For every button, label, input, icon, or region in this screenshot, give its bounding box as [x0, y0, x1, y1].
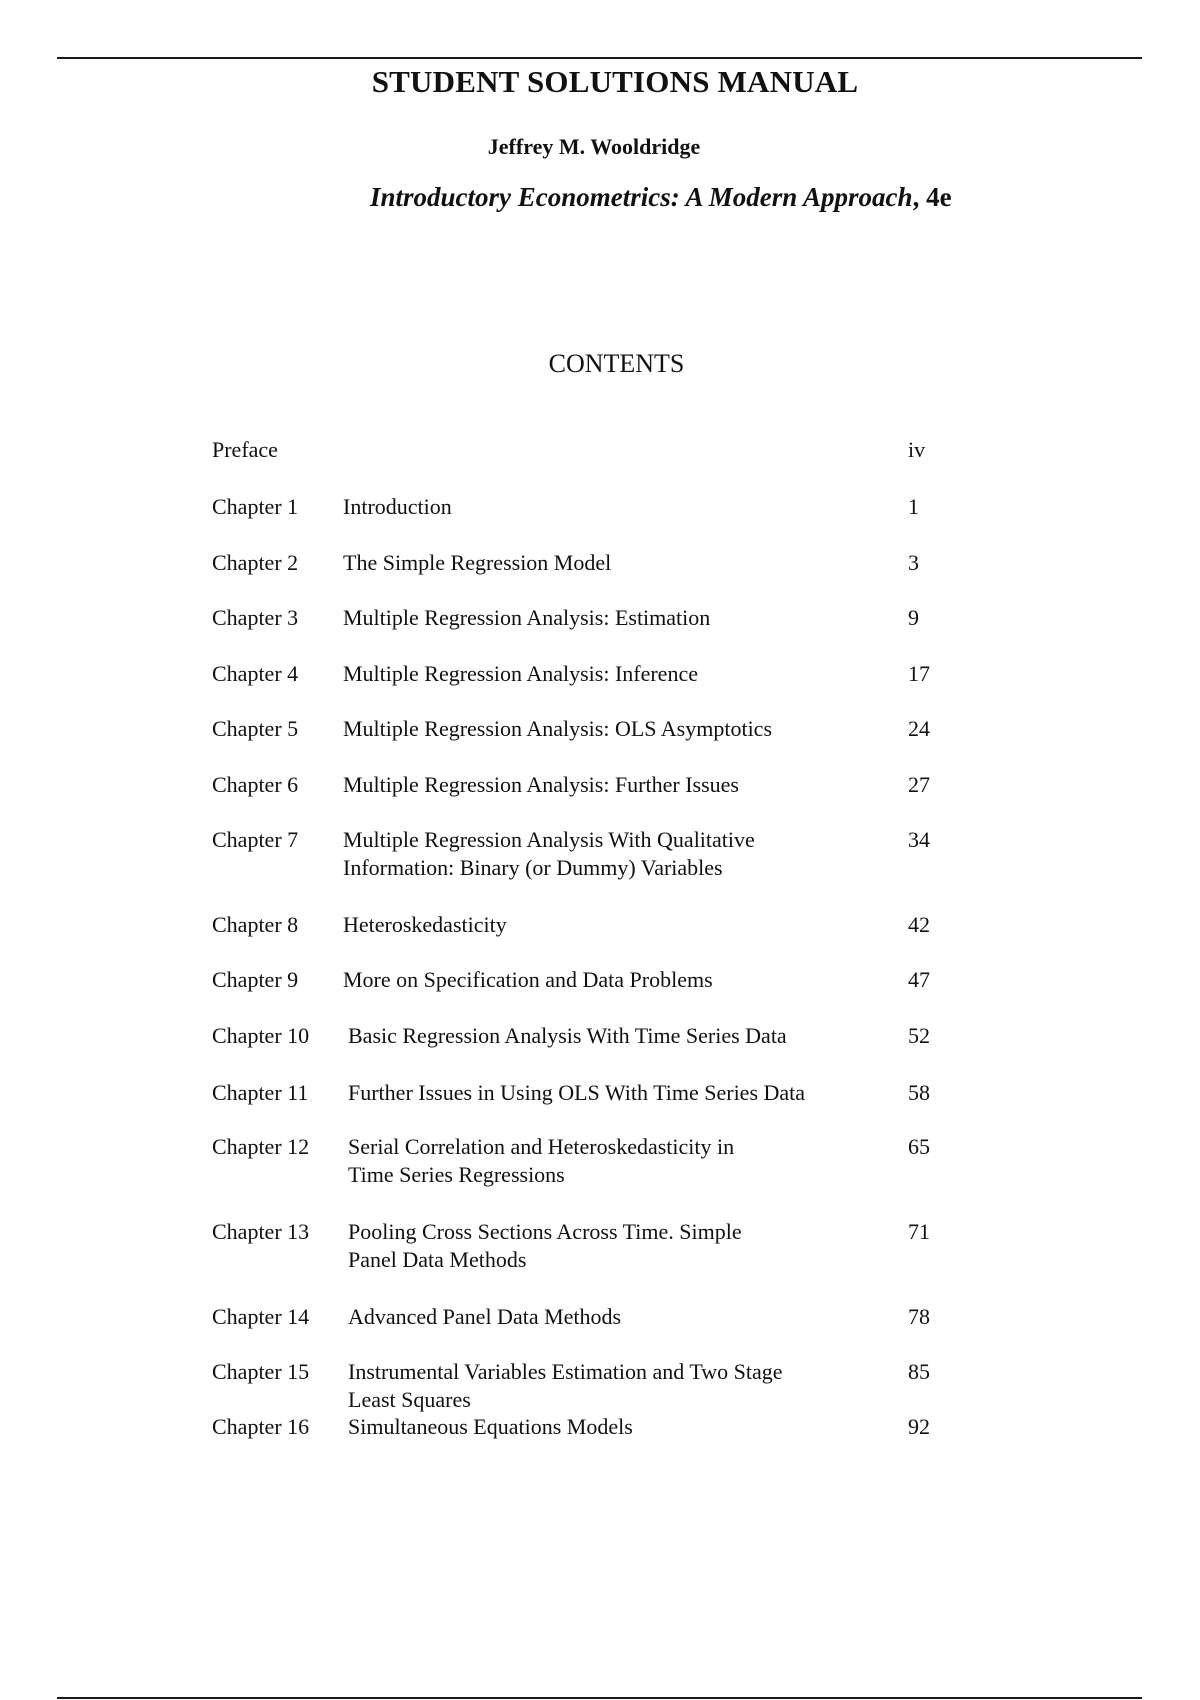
toc-entry-label: Chapter 5 [212, 716, 299, 741]
toc-entry-title: Heteroskedasticity [343, 912, 507, 937]
toc-entry-title: Multiple Regression Analysis With Qualitative Information: Binary (or Dummy) Variables [343, 827, 755, 880]
toc-entry-label: Chapter 2 [212, 550, 299, 575]
toc-entry-label: Chapter 4 [212, 661, 299, 686]
toc-entry-title: Multiple Regression Analysis: OLS Asymptotics [343, 716, 773, 741]
toc-entry-title: Basic Regression Analysis With Time Series Data [348, 1023, 787, 1048]
toc-entry-page: 92 [908, 1414, 930, 1439]
toc-entry-title: Serial Correlation and Heteroskedasticity in Time Series Regressions [348, 1134, 735, 1187]
toc-entry-page: 17 [908, 661, 930, 686]
toc-entry-page: 42 [908, 912, 930, 937]
toc-entry-page: 85 [908, 1359, 930, 1384]
toc-entry-label: Chapter 11 [212, 1080, 309, 1105]
toc-entry-title: Multiple Regression Analysis: Estimation [343, 605, 711, 630]
toc-entry-page: 3 [908, 550, 919, 575]
toc-entry-page: 78 [908, 1304, 930, 1329]
toc-entry-label: Chapter 8 [212, 912, 299, 937]
toc-entry-title: Advanced Panel Data Methods [348, 1304, 622, 1329]
toc-entry-page: 24 [908, 716, 930, 741]
contents-heading: CONTENTS [548, 349, 685, 378]
book-title: Introductory Econometrics: A Modern Approach [370, 182, 913, 212]
toc-entry-title: Simultaneous Equations Models [348, 1414, 633, 1439]
toc-entry-title: Multiple Regression Analysis: Further Issues [343, 772, 739, 797]
toc-entry-page: 47 [908, 967, 930, 992]
toc-entry-title: Introduction [343, 494, 452, 519]
toc-entry-title: More on Specification and Data Problems [343, 967, 713, 992]
toc-entry-label: Chapter 3 [212, 605, 299, 630]
book-edition: , 4e [912, 182, 952, 212]
toc-entry-page: 27 [908, 772, 930, 797]
toc-entry-page: 1 [908, 494, 919, 519]
toc-entry-label: Chapter 13 [212, 1219, 310, 1244]
toc-entry-title: Instrumental Variables Estimation and Two Stage Least Squares [348, 1359, 783, 1412]
toc-entry-page: 58 [908, 1080, 930, 1105]
toc-entry-label: Chapter 1 [212, 494, 299, 519]
toc-entry-label: Chapter 9 [212, 967, 299, 992]
toc-entry-page: iv [908, 437, 926, 462]
toc-entry-label: Chapter 12 [212, 1134, 310, 1159]
toc-entry-page: 52 [908, 1023, 930, 1048]
toc-entry-title: Multiple Regression Analysis: Inference [343, 661, 698, 686]
document-title: STUDENT SOLUTIONS MANUAL [371, 64, 859, 99]
toc-entry-title: The Simple Regression Model [343, 550, 612, 575]
toc-entry-label: Chapter 14 [212, 1304, 310, 1329]
toc-entry-label: Chapter 16 [212, 1414, 310, 1439]
toc-entry-page: 65 [908, 1134, 930, 1159]
bottom-rule [57, 1697, 1142, 1699]
author-name: Jeffrey M. Wooldridge [487, 134, 701, 159]
toc-entry-page: 34 [908, 827, 930, 852]
toc-entry-label: Preface [212, 437, 278, 462]
toc-entry-page: 71 [908, 1219, 930, 1244]
toc-entry-page: 9 [908, 605, 919, 630]
toc-entry-label: Chapter 6 [212, 772, 299, 797]
toc-entry-title: Pooling Cross Sections Across Time. Simple Panel Data Methods [348, 1219, 742, 1272]
toc-entry-label: Chapter 7 [212, 827, 299, 852]
toc-entry-title: Further Issues in Using OLS With Time Series Data [348, 1080, 806, 1105]
toc-entry-label: Chapter 10 [212, 1023, 310, 1048]
toc-entry-label: Chapter 15 [212, 1359, 310, 1384]
